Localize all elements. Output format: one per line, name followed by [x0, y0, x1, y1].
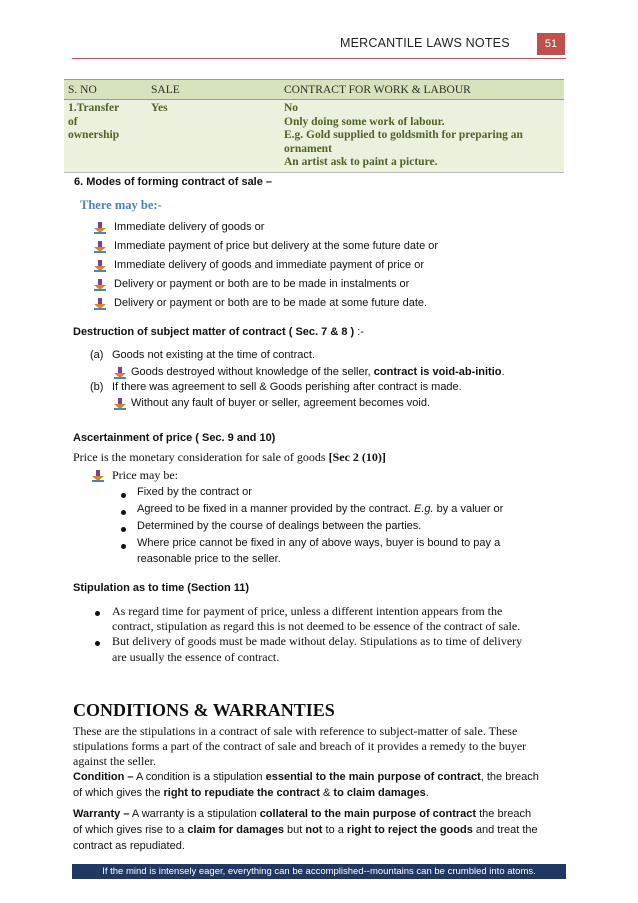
destruction-a-sub-end: .	[501, 366, 505, 378]
warranty-text-end: the breach	[476, 808, 532, 820]
price-bullet-4-line1: Where price cannot be fixed in any of above ways, buyer is bound to pay a	[137, 537, 501, 549]
time-para-1-line1: As regard time for payment of price, unless a different intention appears from the	[112, 604, 503, 618]
list-item-text: Immediate delivery of goods or	[114, 221, 265, 233]
condition-right-repudiate: right to repudiate the contract	[163, 787, 320, 799]
void-ab-initio-text: contract is void-ab-initio	[373, 366, 502, 378]
warranty-l2-end: and treat the	[472, 824, 538, 836]
condition-line2	[73, 787, 429, 799]
warranty-not: not	[305, 824, 323, 836]
list-item-text: Immediate payment of price but delivery at the some future date or	[114, 240, 439, 252]
list-item	[92, 256, 438, 275]
table-header-cell: SALE	[147, 80, 280, 100]
cell-line: ornament	[284, 142, 332, 155]
destruction-heading-suffix: :-	[354, 326, 364, 338]
section-heading-modes: 6. Modes of forming contract of sale –	[74, 176, 273, 188]
sale-vs-contract-table	[64, 79, 564, 173]
condition-text: A condition is a stipulation	[133, 771, 266, 783]
warranty-l2-mid1: but	[283, 824, 306, 836]
cell-line: ownership	[68, 129, 120, 141]
price-bullet-3: Determined by the course of dealings between the parties.	[137, 520, 422, 532]
table-row	[64, 100, 564, 173]
page-number-badge: 51	[537, 33, 565, 55]
table-header-row	[64, 80, 564, 100]
warranty-label: Warranty –	[73, 808, 130, 820]
destruction-b-sub: Without any fault of buyer or seller, agreement becomes void.	[131, 397, 430, 409]
table-header-cell: CONTRACT FOR WORK & LABOUR	[280, 80, 564, 100]
warranty-emphasis: collateral to the main purpose of contract	[259, 808, 477, 820]
destruction-a-text: Goods not existing at the time of contract.	[112, 349, 315, 361]
table-cell-contract	[280, 100, 564, 173]
warranty-right-reject: right to reject the goods	[346, 824, 473, 836]
arrow-bullet-icon	[114, 367, 126, 379]
warranty-text: A warranty is a stipulation	[129, 808, 260, 820]
warranty-claim-damages: claim for damages	[187, 824, 284, 836]
modes-list	[92, 218, 438, 313]
arrow-bullet-icon	[94, 279, 106, 291]
price-bullet-2-text: Agreed to be fixed in a manner provided by the contract.	[137, 503, 414, 515]
price-bullet-2-end: by a valuer or	[433, 503, 504, 515]
cell-line: Only doing some work of labour.	[284, 115, 445, 128]
eg-text: E.g.	[414, 503, 434, 515]
table-cell-sno	[64, 100, 147, 173]
bullet-dot-icon	[95, 641, 100, 646]
bullet-dot-icon	[121, 527, 126, 532]
warranty-line2	[73, 824, 538, 836]
bullet-dot-icon	[121, 544, 126, 549]
warranty-line1	[73, 808, 531, 820]
bullet-dot-icon	[95, 611, 100, 616]
condition-l2-end: .	[425, 787, 429, 799]
condition-text-end: , the breach	[480, 771, 539, 783]
condition-line1	[73, 771, 539, 783]
bullet-dot-icon	[121, 493, 126, 498]
list-item-text: Delivery or payment or both are to be made at some future date.	[114, 297, 428, 309]
cw-intro-line1: These are the stipulations in a contract of sale with reference to subject-matter of sale. These	[73, 724, 518, 738]
section-heading-conditions-warranties: CONDITIONS & WARRANTIES	[73, 700, 335, 720]
cw-intro-line2: stipulations forms a part of the contract of sale and breach of it provides a remedy to the buyer	[73, 739, 527, 753]
condition-l2-amp: &	[319, 787, 334, 799]
warranty-l2-text: of which gives rise to a	[73, 824, 188, 836]
price-bullet-1: Fixed by the contract or	[137, 486, 252, 498]
cell-line: An artist ask to paint a picture.	[284, 156, 438, 168]
warranty-l2-mid2: to a	[322, 824, 347, 836]
modes-intro: There may be:-	[80, 198, 162, 212]
arrow-bullet-icon	[94, 298, 106, 310]
arrow-bullet-icon	[94, 222, 106, 234]
price-section-ref: [Sec 2 (10)]	[328, 450, 386, 464]
destruction-a-sub	[131, 366, 505, 378]
price-definition-text: Price is the monetary consideration for sale of goods	[73, 450, 329, 464]
condition-l2-text: of which gives the	[73, 787, 164, 799]
time-para-2-line2: are usually the essence of contract.	[112, 650, 280, 664]
list-item-text: Delivery or payment or both are to be made in instalments or	[114, 278, 410, 290]
cell-line: No	[284, 102, 299, 114]
warranty-line3: contract as repudiated.	[73, 840, 185, 852]
list-item	[92, 237, 438, 256]
price-definition	[73, 450, 386, 465]
destruction-a-sub-text: Goods destroyed without knowledge of the seller,	[131, 366, 374, 378]
condition-label: Condition –	[73, 771, 134, 783]
table-cell-sale: Yes	[147, 100, 280, 173]
running-header: MERCANTILE LAWS NOTES	[340, 36, 510, 50]
header-divider	[72, 58, 566, 59]
destruction-b-text: If there was agreement to sell & Goods perishing after contract is made.	[112, 381, 462, 393]
time-para-1-line2: contract, stipulation as regard this is not deemed to be essence of the contract of sale.	[112, 619, 521, 633]
list-item	[92, 294, 438, 313]
condition-claim-damages: to claim damages	[333, 787, 426, 799]
section-heading-time: Stipulation as to time (Section 11)	[73, 582, 250, 594]
price-bullet-4-line2: reasonable price to the seller.	[137, 553, 281, 565]
cw-intro-line3: against the seller.	[73, 754, 156, 768]
arrow-bullet-icon	[114, 398, 126, 410]
list-item-text: Immediate delivery of goods and immediate payment of price or	[114, 259, 424, 271]
destruction-a-label: (a)	[90, 349, 104, 361]
list-item	[92, 275, 438, 294]
cell-line: E.g. Gold supplied to goldsmith for preparing an	[284, 129, 523, 141]
condition-emphasis: essential to the main purpose of contract	[265, 771, 481, 783]
cell-line: of	[68, 115, 78, 128]
destruction-b-label: (b)	[90, 381, 104, 393]
price-bullet-2	[137, 503, 503, 515]
arrow-bullet-icon	[94, 260, 106, 272]
section-heading-destruction	[73, 326, 364, 338]
time-para-2-line1: But delivery of goods must be made without delay. Stipulations as to time of delivery	[112, 634, 523, 648]
arrow-bullet-icon	[94, 241, 106, 253]
cell-line: 1.Transfer	[68, 102, 120, 114]
bullet-dot-icon	[121, 510, 126, 515]
table-header-cell: S. NO	[64, 80, 147, 100]
arrow-bullet-icon	[92, 470, 104, 482]
price-may-be: Price may be:	[112, 468, 178, 482]
footer-quote: If the mind is intensely eager, everything can be accomplished--mountains can be crumbled into atoms.	[72, 864, 566, 879]
list-item	[92, 218, 438, 237]
destruction-heading-text: Destruction of subject matter of contract ( Sec. 7 & 8 )	[73, 326, 355, 338]
section-heading-price: Ascertainment of price ( Sec. 9 and 10)	[73, 432, 276, 444]
